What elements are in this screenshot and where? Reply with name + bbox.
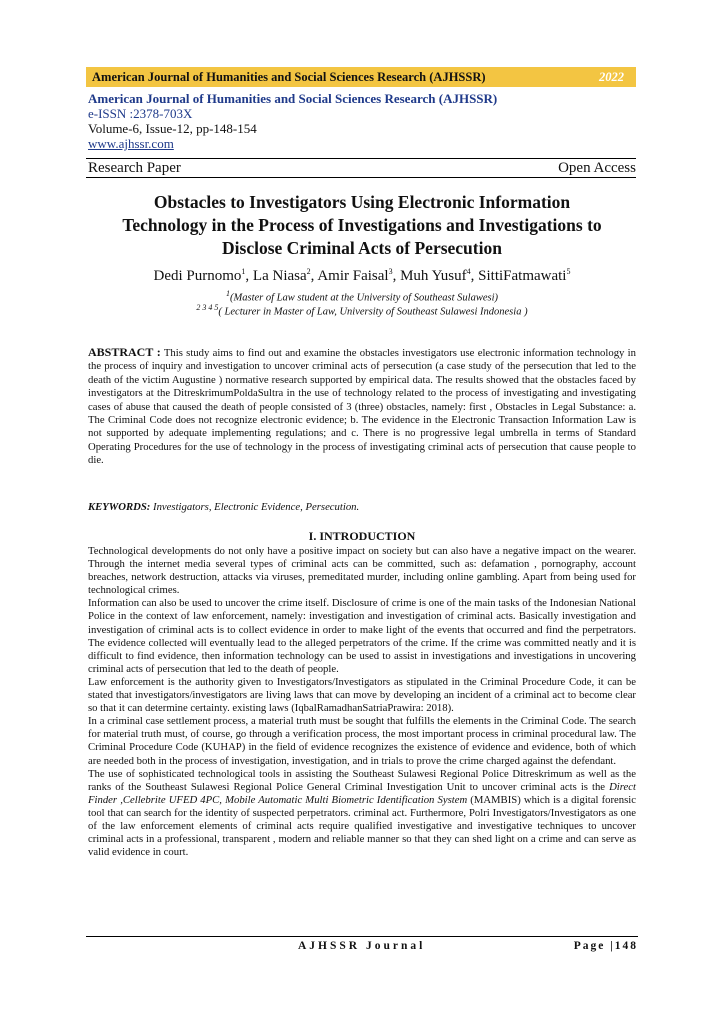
title-line: Obstacles to Investigators Using Electronic Information: [153, 192, 571, 212]
section-heading: I. INTRODUCTION: [308, 529, 416, 543]
journal-banner: [86, 67, 636, 87]
paragraph: Information can also be used to uncover the crime itself. Disclosure of crime is one of the main tasks of the Indonesian National Police in the context of law enforcement, namely: investigation and investigation of criminal acts. Basically investigation and investigation of criminal acts is to collect evidence in order to make light of the events that occurred and find the perpetrators. The evidence collected will eventually lead to the alleged perpetrators of the crime. If the crime was committed neatly and it is difficult to find evidence, then information technology can be used to assist in investigations and investigations in uncovering criminal acts of persecution that led to the death of people.: [88, 597, 636, 675]
affiliation-sup: 2 3 4 5: [196, 303, 219, 312]
keywords: [88, 501, 636, 514]
author-list: Dedi Purnomo$^1$, La Niasa$^2$, Amir Faisal$^3$, Muh Yusuf$^4$, SittiFatmawati$^5$: [153, 267, 571, 284]
footer-page: [574, 940, 638, 952]
paper-title: [86, 191, 638, 260]
footer-journal: AJHSSR Journal: [298, 940, 426, 952]
author-sup: 3: [388, 267, 393, 276]
paragraph: Law enforcement is the authority given to Investigators/Investigators as stipulated in the Criminal Procedure Code, it can be stated that investigators/investigators are living laws that can move by developing an incident of a criminal act to become clear so that it can determine certainty. existing laws (IqbalRamadhanSatriaPrawira: 2018).: [88, 675, 636, 715]
issn: e-ISSN :2378-703X: [88, 106, 193, 121]
keywords-text: Investigators, Electronic Evidence, Persecution.: [153, 501, 360, 513]
banner-journal-name: American Journal of Humanities and Social Sciences Research (AJHSSR): [92, 69, 486, 84]
author-name: La Niasa: [252, 268, 307, 284]
author-sup: 1: [241, 267, 246, 276]
author-sup: 4: [466, 267, 471, 276]
abstract-text: This study aims to find out and examine the obstacles investigators use electronic information technology in the process of inquiry and investigation to uncover criminal acts of persecution (a case study of the persecution that led to the death of the victim Augustine ) normative research supported by empirical data. The results showed that the obstacles faced by investigators at the DitreskrimumPoldaSultra in the use of technology related to the process of investigating and investigating cases of abuse that caused the death of people consisted of 3 (three) obstacles, namely: first , Obstacles in Legal Substance: a. The Criminal Code does not recognize electronic evidence; b. The evidence in the Electronic Transaction Information Law is not supported by adequate implementing regulations; and c. There is no progressive legal umbrella in terms of Standard Operating Procedures for the use of technology in the process of investigating criminal acts of persecution that cause people to die.: [88, 347, 636, 467]
introduction-body: [88, 545, 636, 859]
author-name: Amir Faisal: [317, 268, 389, 284]
open-access-label: Open Access: [558, 160, 636, 176]
title-line: Disclose Criminal Acts of Persecution: [222, 238, 502, 258]
paragraph-text: The use of sophisticated technological tools in assisting the Southeast Sulawesi Regional Police Ditreskrimum as well as the ranks of the Southeast Sulawesi Regional Police General Criminal Investigation Unit to uncover criminal acts is the: [88, 767, 636, 793]
paragraph: [88, 768, 636, 860]
divider-top: [86, 158, 636, 159]
paper-type: Research Paper: [88, 160, 181, 176]
divider-bottom: [86, 177, 636, 178]
affiliation: [86, 289, 638, 304]
volume-info: Volume-6, Issue-12, pp-148-154: [88, 121, 257, 136]
tool-names: Direct Finder ,Cellebrite UFED 4PC, Mobile Automatic Multi Biometric Identification System: [88, 780, 636, 806]
author-name: SittiFatmawati: [478, 268, 567, 284]
journal-name: American Journal of Humanities and Social Sciences Research (AJHSSR): [88, 91, 498, 106]
page-label: Page |: [573, 940, 615, 952]
author-sup: 2: [306, 267, 311, 276]
abstract: [88, 346, 636, 468]
affiliation-sup: 1: [225, 289, 230, 298]
affiliation-text: ( Lecturer in Master of Law, University of Southeast Sulawesi Indonesia ): [218, 306, 528, 318]
author-name: Dedi Purnomo: [153, 268, 242, 284]
paper-type-row: [88, 160, 636, 177]
author-sup: 5: [566, 267, 571, 276]
abstract-label: ABSTRACT :: [88, 345, 161, 359]
affiliation: [86, 303, 638, 318]
journal-meta: [88, 91, 497, 151]
page-number: 148: [614, 940, 638, 952]
keywords-label: KEYWORDS:: [88, 501, 151, 513]
paragraph-text: (MAMBIS) which is a digital forensic tool that can search for the identity of suspected perpetrators. criminal act. Furthermore, Polri Investigators/Investigators as one of the law enforcement elements of criminal acts require qualified investigative and investigative techniques to uncover criminal acts in a professional, transparent , modern and reliable manner so that they can shed light on a crime and can serve as valid evidence in court.: [88, 793, 636, 859]
paragraph: In a criminal case settlement process, a material truth must be sought that fulfills the elements in the Criminal Code. The search for material truth must, of course, go through a verification process, the most important process in criminal procedural law. The Criminal Procedure Code (KUHAP) in the field of evidence recognizes the existence of evidence and evidence, both of which are needed both in the process of investigation, investigation, and in trials to prove the crime charged against the defendant.: [88, 715, 636, 767]
author-name: Muh Yusuf: [400, 268, 467, 284]
footer-divider: [86, 936, 638, 937]
banner-year: 2022: [599, 69, 624, 84]
journal-url-link[interactable]: www.ajhssr.com: [88, 136, 174, 151]
title-line: Technology in the Process of Investigations and Investigations to: [122, 215, 602, 235]
affiliation-text: (Master of Law student at the University of Southeast Sulawesi): [229, 292, 499, 304]
paragraph: Technological developments do not only have a positive impact on society but can also have a negative impact on the wearer. Through the internet media several types of criminal acts can be committed, such as: defamation , pornography, account breaches, network destruction, attacks via viruses, premeditated murder, including online gambling. Apart from being used for technological crimes.: [88, 545, 636, 597]
